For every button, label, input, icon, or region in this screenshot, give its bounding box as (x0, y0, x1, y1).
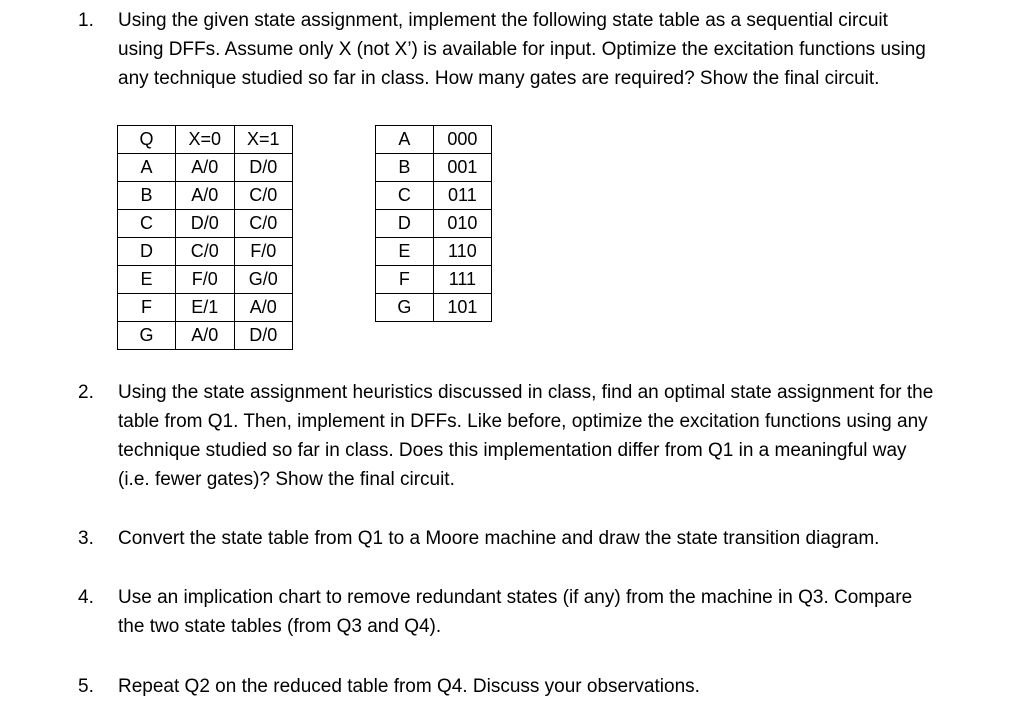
table-cell: 101 (433, 294, 491, 322)
table-cell: C/0 (234, 210, 292, 238)
table-cell: F (376, 266, 434, 294)
table-cell: C (376, 182, 434, 210)
table-row (118, 266, 293, 294)
table-cell: 110 (433, 238, 491, 266)
table-cell: A/0 (234, 294, 292, 322)
table-cell: A/0 (176, 182, 234, 210)
table-header-cell: Q (118, 126, 176, 154)
table-row (376, 182, 492, 210)
table-cell: 111 (433, 266, 491, 294)
table-cell: F/0 (234, 238, 292, 266)
table-row (376, 266, 492, 294)
table-row (118, 182, 293, 210)
table-cell: G/0 (234, 266, 292, 294)
table-header-cell: X=0 (176, 126, 234, 154)
question-number: 5. (78, 676, 94, 697)
table-row (376, 294, 492, 322)
table-cell: G (118, 322, 176, 350)
question-text (118, 583, 1008, 641)
question-line: Using the given state assignment, implement the following state table as a sequential circuit (118, 10, 888, 31)
question-number: 2. (78, 382, 94, 403)
question-text (118, 672, 1008, 701)
table-row (376, 126, 492, 154)
table-cell: E (376, 238, 434, 266)
table-cell: 010 (433, 210, 491, 238)
table-cell: D/0 (176, 210, 234, 238)
table-cell: 001 (433, 154, 491, 182)
table-cell: B (118, 182, 176, 210)
table-row (376, 238, 492, 266)
question-line: Using the state assignment heuristics discussed in class, find an optimal state assignment for the (118, 382, 934, 403)
table-cell: A (376, 126, 434, 154)
table-cell: D/0 (234, 322, 292, 350)
question-text (118, 6, 1008, 93)
table-row (376, 210, 492, 238)
table-cell: G (376, 294, 434, 322)
table-cell: C/0 (176, 238, 234, 266)
table-cell: C/0 (234, 182, 292, 210)
state-table (117, 125, 293, 350)
table-cell: D (118, 238, 176, 266)
table-cell: B (376, 154, 434, 182)
question-number: 3. (78, 528, 94, 549)
table-header-cell: X=1 (234, 126, 292, 154)
table-row (118, 294, 293, 322)
question-line: technique studied so far in class. Does this implementation differ from Q1 in a meaningful way (118, 440, 907, 461)
state-assignment-table (375, 125, 492, 322)
table-row (376, 154, 492, 182)
table-cell: 011 (433, 182, 491, 210)
table-row (118, 322, 293, 350)
table-cell: D/0 (234, 154, 292, 182)
table-header-row (118, 126, 293, 154)
table-row (118, 210, 293, 238)
table-cell: E (118, 266, 176, 294)
table-cell: A/0 (176, 322, 234, 350)
question-line: Repeat Q2 on the reduced table from Q4. Discuss your observations. (118, 676, 700, 697)
question-number: 4. (78, 587, 94, 608)
table-cell: A (118, 154, 176, 182)
table-cell: F (118, 294, 176, 322)
table-cell: F/0 (176, 266, 234, 294)
question-line: Use an implication chart to remove redundant states (if any) from the machine in Q3. Compare (118, 587, 913, 608)
table-cell: D (376, 210, 434, 238)
question-line: (i.e. fewer gates)? Show the final circuit. (118, 469, 455, 490)
question-text (118, 524, 1008, 553)
question-line: any technique studied so far in class. How many gates are required? Show the final circuit. (118, 68, 880, 89)
table-cell: C (118, 210, 176, 238)
question-number: 1. (78, 10, 94, 31)
question-line: table from Q1. Then, implement in DFFs. Like before, optimize the excitation functions using any (118, 411, 928, 432)
table-cell: A/0 (176, 154, 234, 182)
question-line: using DFFs. Assume only X (not X’) is available for input. Optimize the excitation functions using (118, 39, 926, 60)
table-row (118, 238, 293, 266)
question-text (118, 378, 1008, 494)
question-line: Convert the state table from Q1 to a Moore machine and draw the state transition diagram. (118, 528, 880, 549)
table-cell: 000 (433, 126, 491, 154)
question-line: the two state tables (from Q3 and Q4). (118, 616, 442, 637)
table-row (118, 154, 293, 182)
table-cell: E/1 (176, 294, 234, 322)
